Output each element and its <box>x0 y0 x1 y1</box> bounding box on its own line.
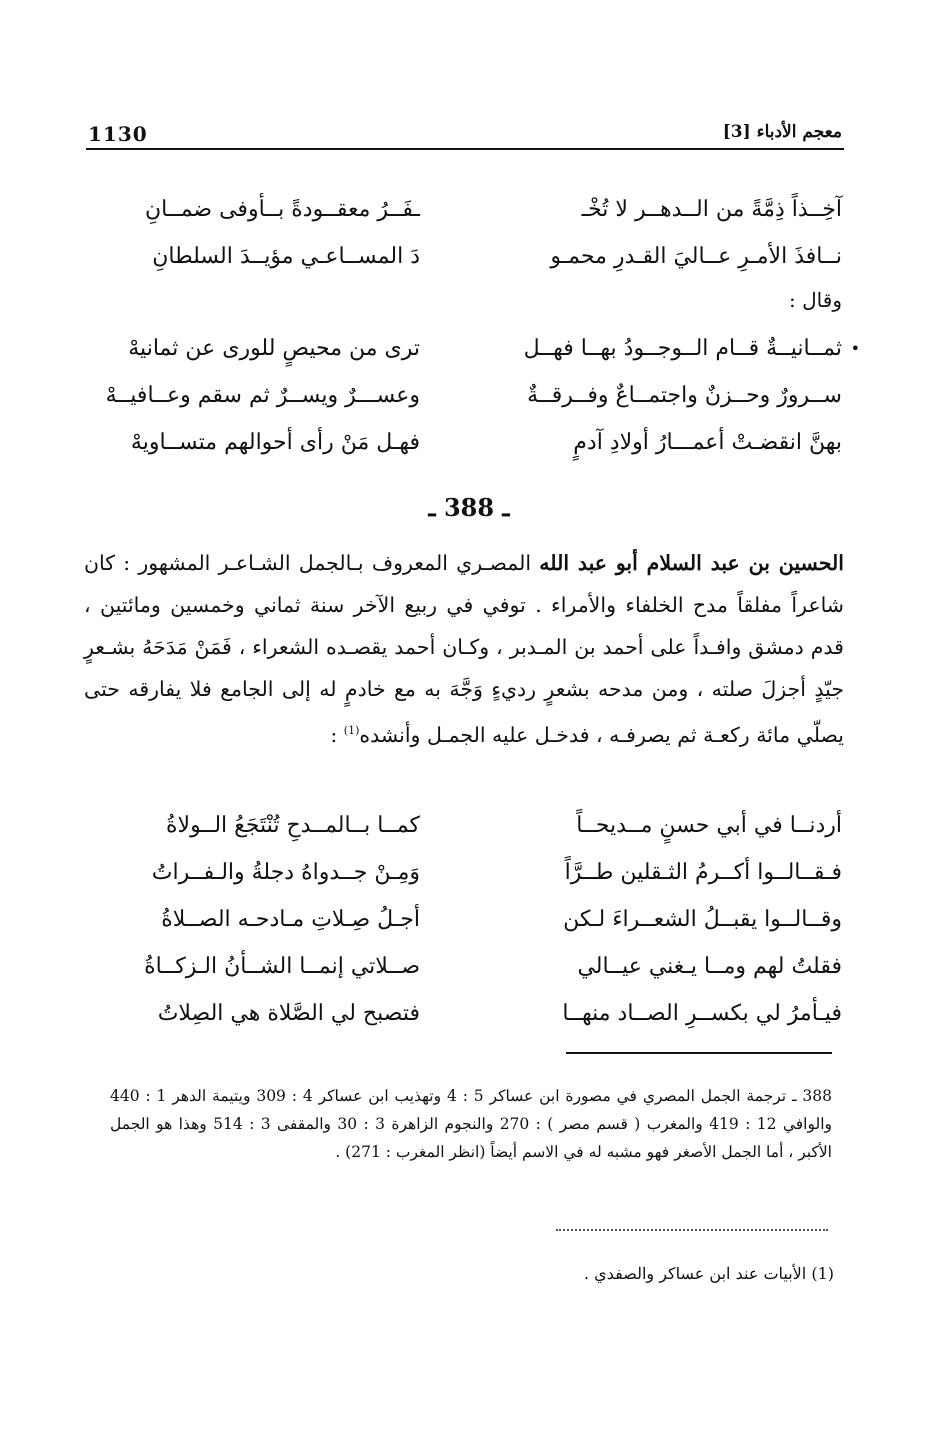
second-hemistich: وعســـرٌ ويســرٌ ثم سقم وعــافيــهْ <box>105 383 420 408</box>
first-hemistich: ســرورٌ وحــزنٌ واجتمــاعٌ وفــرقــةٌ <box>527 383 842 408</box>
bullet-icon: • <box>850 339 860 358</box>
first-hemistich: آخِــذاً ذِمَّةً من الــدهــر لا تُخْـ <box>581 197 842 222</box>
verse <box>120 325 842 372</box>
verse <box>120 896 842 943</box>
dotted-separator <box>556 1229 828 1231</box>
entry-text-end: : <box>330 722 344 747</box>
verse <box>120 186 842 233</box>
first-hemistich: فـقــالــوا أكــرمُ الثـقلين طــرَّاً <box>564 860 842 885</box>
first-hemistich: ثمــانيــةٌ قــام الــوجــودُ بهــا فهــل <box>523 336 842 361</box>
entry-name: الحسين بن عبد السلام أبو عبد الله <box>539 551 844 575</box>
entry-number: ـ 388 ـ <box>428 493 510 522</box>
entry-paragraph <box>84 542 844 756</box>
first-hemistich: فقلتُ لهم ومــا يـغني عيــالي <box>577 954 842 979</box>
second-hemistich: ترى من محيصٍ للورى عن ثمانيهْ <box>128 336 420 361</box>
second-hemistich: فهـل مَنْ رأى أحوالهم متســاويهْ <box>130 430 420 455</box>
second-hemistich: أجـلُ صِـلاتِ مـادحـه الصــلاةُ <box>161 907 420 932</box>
first-hemistich: فيـأمرُ لي بكســرِ الصــاد منهــا <box>562 1001 842 1026</box>
header-rule <box>86 148 844 150</box>
said-label: وقال : <box>789 288 842 312</box>
poem-2 <box>105 325 860 466</box>
second-hemistich: كمــا بــالمــدحِ تُنْتَجَعُ الــولاةُ <box>166 813 420 838</box>
second-hemistich: فتصبح لي الصَّلاة هي الصِلاتُ <box>157 1001 420 1026</box>
second-hemistich: دَ المســاعـي مؤيــدَ السلطانِ <box>152 244 420 269</box>
source-notes: 388 ـ ترجمة الجمل المصري في مصورة ابن عساكر 5 : 4 وتهذيب ابن عساكر 4 : 309 ويتيمة الدهر 1 : 440 والوافي 12 : 419 والمغرب ( قسم مصر ) : 270 والنجوم الزاهرة 3 : 30 والمقفى 3 : 514 وهذا هو الجمل الأكبر ، أما الجمل الأصغر فهو مشبه له في الاسم أيضاً (انظر المغرب : 271) . <box>110 1087 833 1161</box>
verse <box>120 943 842 990</box>
verse <box>120 990 842 1037</box>
second-hemistich: صــلاتي إنمــا الشــأنُ الـزكــاةُ <box>144 954 420 979</box>
verse <box>120 802 842 849</box>
first-hemistich: أردنــا في أبي حسنٍ مــديحــاً <box>576 813 842 838</box>
first-hemistich: بهنَّ انقضـتْ أعمـــارُ أولادِ آدمٍ <box>573 430 842 455</box>
second-hemistich: وَمِـنْ جــدواهُ دجلةُ والـفــراتُ <box>151 860 420 885</box>
second-hemistich: ـفَــرُ معقــودةً بــأوفى ضمــانِ <box>144 197 420 222</box>
page-number: 1130 <box>88 122 148 146</box>
entry-text: المصـري المعروف بـالجمل الشـاعـر المشهور : كان شاعراً مفلقاً مدح الخلفاء والأمراء . توفي في ربيع الآخر سنة ثماني وخمسين ومائتين ، قدم دمشق وافـداً على أحمد بن المـدبر ، وكـان أحمد يقصـده الشعراء ، فَمَنْ مَدَحَهُ بشـعرٍ جيّدٍ أجزلَ صلته ، ومن مدحه بشعرٍ رديءٍ وَجَّهَ به مع خادمٍ له إلى الجامع فلا يفارقه حتى يصلّي مائة ركعـة ثم يصرفـه ، فدخـل عليه الجمـل وأنشده <box>84 551 844 747</box>
verse <box>120 233 842 280</box>
footnote-rule <box>566 1052 832 1054</box>
verse <box>120 849 842 896</box>
footnote-1: (1) الأبيات عند ابن عساكر والصفدي . <box>584 1264 834 1283</box>
verse <box>105 372 842 419</box>
running-title: معجم الأدباء [3] <box>722 122 842 142</box>
poem-3 <box>120 802 842 1037</box>
verse <box>120 419 842 466</box>
first-hemistich: نــافذَ الأمـرِ عــاليَ القـدرِ محمـو <box>550 244 842 269</box>
first-hemistich: وقــالــوا يقبــلُ الشعــراءَ لـكن <box>563 907 842 932</box>
poem-1 <box>120 186 842 320</box>
footnote-ref: (1) <box>343 724 360 737</box>
